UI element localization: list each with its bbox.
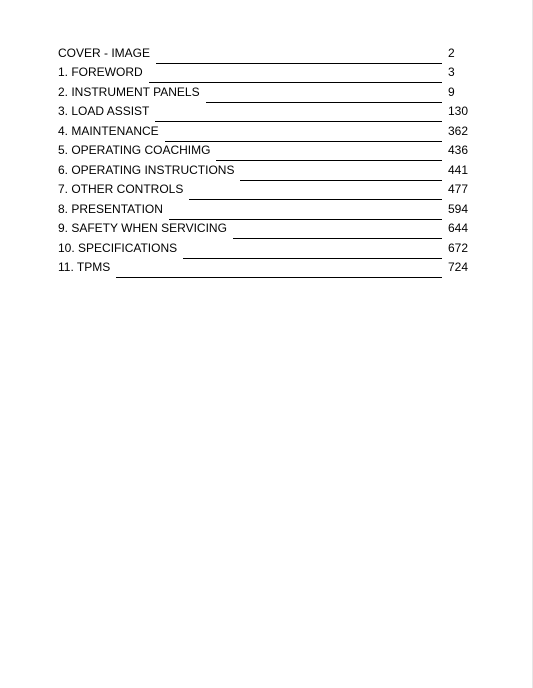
toc-entry-page-number: 672 (448, 240, 469, 255)
toc-entry-page-number: 3 (448, 65, 455, 79)
toc-entry-page-number: 130 (448, 104, 469, 118)
toc-leader-line (216, 160, 442, 161)
toc-entry-presentation[interactable] (58, 201, 476, 221)
toc-leader-line (156, 63, 442, 64)
toc-entry-title: 10. SPECIFICATIONS (58, 240, 178, 255)
toc-leader-line (116, 277, 442, 278)
toc-entry-safety-when-servicing[interactable] (58, 221, 476, 241)
toc-leader-line (165, 141, 442, 142)
toc-entry-operating-instructions[interactable] (58, 162, 476, 182)
toc-entry-page-number: 644 (448, 221, 469, 235)
toc-entry-title: 5. OPERATING COACHIMG (58, 143, 211, 157)
table-of-contents (58, 45, 476, 279)
toc-entry-title: 4. MAINTENANCE (58, 123, 159, 138)
toc-entry-page-number: 9 (448, 84, 455, 99)
toc-entry-title: 11. TPMS (58, 260, 111, 274)
toc-entry-title: 7. OTHER CONTROLS (58, 182, 184, 196)
toc-entry-page-number: 594 (448, 201, 469, 216)
toc-entry-page-number: 436 (448, 143, 469, 157)
toc-entry-title: 2. INSTRUMENT PANELS (58, 84, 200, 99)
toc-leader-line (183, 258, 442, 259)
toc-leader-line (155, 121, 442, 122)
toc-entry-foreword[interactable] (58, 65, 476, 85)
toc-entry-title: 9. SAFETY WHEN SERVICING (58, 221, 227, 235)
toc-entry-page-number: 477 (448, 182, 469, 196)
toc-entry-other-controls[interactable] (58, 182, 476, 202)
toc-entry-operating-coaching[interactable] (58, 143, 476, 163)
toc-entry-tpms[interactable] (58, 260, 476, 280)
toc-leader-line (206, 102, 442, 103)
toc-entry-title: 3. LOAD ASSIST (58, 104, 150, 118)
toc-entry-title: 1. FOREWORD (58, 65, 143, 79)
toc-leader-line (233, 238, 442, 239)
toc-entry-specifications[interactable] (58, 240, 476, 260)
toc-leader-line (169, 219, 442, 220)
toc-entry-maintenance[interactable] (58, 123, 476, 143)
toc-entry-title: 6. OPERATING INSTRUCTIONS (58, 162, 235, 177)
toc-entry-page-number: 441 (448, 162, 469, 177)
toc-entry-page-number: 724 (448, 260, 469, 274)
toc-leader-line (240, 180, 442, 181)
toc-entry-load-assist[interactable] (58, 104, 476, 124)
toc-leader-line (149, 82, 442, 83)
toc-entry-page-number: 2 (448, 45, 455, 60)
toc-leader-line (189, 199, 442, 200)
toc-entry-instrument-panels[interactable] (58, 84, 476, 104)
toc-entry-cover-image[interactable] (58, 45, 476, 65)
toc-entry-page-number: 362 (448, 123, 469, 138)
toc-entry-title: COVER - IMAGE (58, 45, 151, 60)
toc-entry-title: 8. PRESENTATION (58, 201, 163, 216)
